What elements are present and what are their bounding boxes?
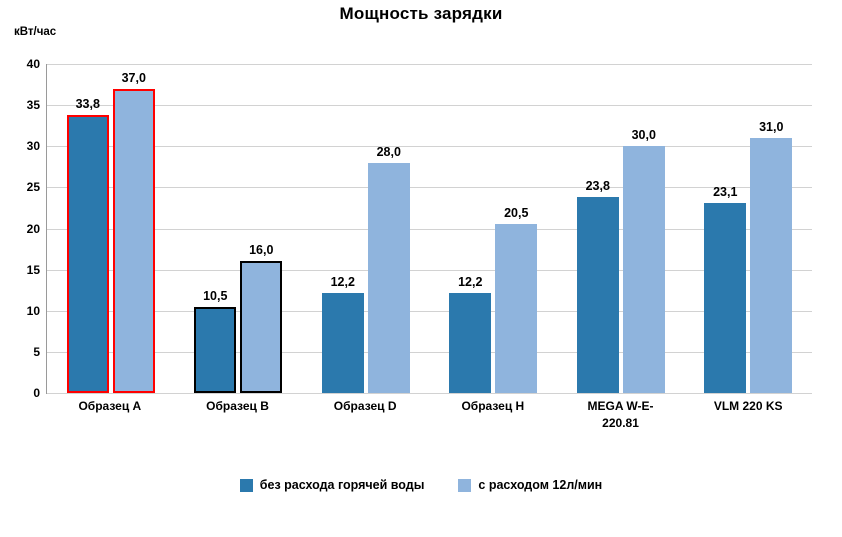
- bar-slot: [495, 64, 537, 393]
- legend-swatch: [458, 479, 471, 492]
- bar-group: [685, 64, 813, 393]
- bar-value-label: 33,8: [75, 97, 100, 111]
- bar-slot: [113, 64, 155, 393]
- bar[interactable]: [194, 307, 236, 393]
- bar-value-label: 37,0: [121, 70, 146, 85]
- y-axis-tick-label: 25: [26, 180, 40, 195]
- x-axis-label-line: MEGA W-E-: [587, 399, 654, 413]
- bar-value-label: 10,5: [203, 288, 228, 303]
- x-axis-label: [174, 398, 302, 432]
- bar-value-label: 16,0: [249, 243, 274, 258]
- bar[interactable]: [449, 293, 491, 393]
- x-axis-label-line: Образец B: [206, 399, 269, 413]
- bar-slot: [449, 64, 491, 393]
- bar-group: [430, 64, 558, 393]
- bar-group-bars: [47, 64, 175, 393]
- bar[interactable]: [368, 163, 410, 393]
- x-axis-label-line: 220.81: [602, 416, 639, 430]
- bar[interactable]: [240, 261, 282, 393]
- bar[interactable]: [704, 203, 746, 393]
- x-axis-label-line: Образец H: [461, 399, 525, 413]
- chart-title: Мощность зарядки: [339, 4, 503, 23]
- legend-swatch: [240, 479, 253, 492]
- y-axis-tick-label: 0: [33, 386, 40, 400]
- bar-slot: [623, 64, 665, 393]
- bar-group: [557, 64, 685, 393]
- legend-item[interactable]: [240, 478, 425, 492]
- x-axis-label-line: VLM 220 KS: [713, 399, 783, 413]
- bar-slot: [240, 64, 282, 393]
- bar-groups: [47, 64, 812, 393]
- bar-slot: [704, 64, 746, 393]
- bar-group: [302, 64, 430, 393]
- bar-group-bars: [557, 64, 685, 393]
- bar[interactable]: [750, 138, 792, 393]
- y-axis-title: кВт/час: [14, 26, 57, 38]
- bar-group: [175, 64, 303, 393]
- bar-value-label: 31,0: [759, 120, 784, 135]
- bar-slot: [322, 64, 364, 393]
- y-axis-tick-label: 40: [26, 57, 40, 71]
- legend-label: без расхода горячей воды: [259, 478, 425, 492]
- legend-label: с расходом 12л/мин: [478, 478, 603, 492]
- x-axis-label-line: Образец D: [333, 399, 397, 413]
- y-axis-tick-label: 5: [33, 344, 40, 359]
- bar[interactable]: [67, 115, 109, 393]
- gridline: [47, 393, 812, 394]
- bar-group: [47, 64, 175, 393]
- bar-value-label: 23,1: [713, 185, 738, 200]
- bar[interactable]: [113, 89, 155, 393]
- bar-slot: [368, 64, 410, 393]
- bar[interactable]: [623, 146, 665, 393]
- bar-group-bars: [302, 64, 430, 393]
- bar-group-bars: [430, 64, 558, 393]
- bar[interactable]: [495, 224, 537, 393]
- bar[interactable]: [322, 293, 364, 393]
- bar-group-bars: [685, 64, 813, 393]
- x-axis-label: [46, 398, 174, 432]
- bar-slot: [750, 64, 792, 393]
- x-axis-label-line: Образец A: [78, 399, 142, 413]
- bar-slot: [194, 64, 236, 393]
- bar[interactable]: [577, 197, 619, 393]
- y-axis-tick-label: 35: [26, 98, 40, 113]
- bar-value-label: 12,2: [330, 274, 355, 289]
- bar-value-label: 28,0: [376, 144, 401, 159]
- chart-legend: [0, 478, 842, 492]
- bar-value-label: 23,8: [585, 179, 610, 194]
- y-axis-tick-label: 30: [26, 139, 40, 154]
- bar-value-label: 12,2: [458, 274, 483, 289]
- y-axis-tick-label: 10: [26, 303, 40, 318]
- legend-item[interactable]: [458, 478, 602, 492]
- x-axis-label: [301, 398, 429, 432]
- bar-group-bars: [175, 64, 303, 393]
- x-axis-label: [684, 398, 812, 432]
- y-axis-tick-label: 15: [26, 262, 40, 277]
- bar-slot: [577, 64, 619, 393]
- bar-value-label: 30,0: [631, 128, 656, 143]
- plot-area: [26, 57, 812, 400]
- x-axis-label: [557, 398, 685, 432]
- y-axis-tick-label: 20: [26, 221, 40, 236]
- bar-value-label: 20,5: [504, 206, 529, 221]
- x-axis-labels: [46, 398, 812, 432]
- bar-slot: [67, 64, 109, 393]
- x-axis-label: [429, 398, 557, 432]
